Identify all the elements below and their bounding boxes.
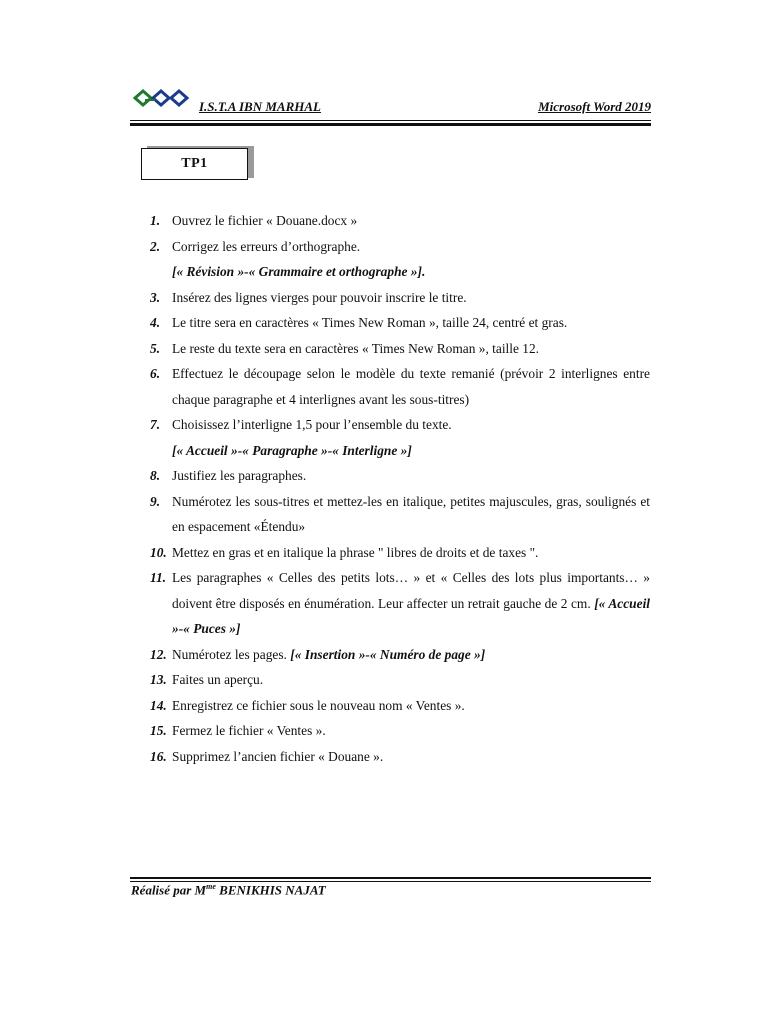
item-number: 7. bbox=[150, 417, 161, 432]
item-text: Supprimez l’ancien fichier « Douane ». bbox=[172, 748, 384, 764]
item-text: Mettez en gras et en italique la phrase " libres de droits et de taxes ". bbox=[172, 544, 539, 560]
item-text bbox=[172, 642, 650, 668]
item-menu-path: [« Accueil »-« Puces »] bbox=[172, 595, 651, 636]
list-item bbox=[150, 693, 650, 719]
list-item bbox=[150, 565, 650, 642]
list-item bbox=[150, 718, 650, 744]
footer-prefix: Réalisé par M bbox=[131, 882, 207, 898]
item-number: 14. bbox=[150, 697, 167, 713]
item-text: Le reste du texte sera en caractères « Times New Roman », taille 12. bbox=[172, 340, 540, 356]
list-item bbox=[150, 667, 650, 693]
footer-sup: me bbox=[206, 882, 216, 891]
item-number: 15. bbox=[150, 723, 167, 738]
item-number: 8. bbox=[150, 468, 161, 483]
page-header bbox=[133, 88, 651, 118]
course-name: Microsoft Word 2019 bbox=[538, 99, 651, 114]
item-text: Choisissez l’interligne 1,5 pour l’ensemble du texte. bbox=[172, 417, 452, 432]
list-item bbox=[150, 489, 650, 540]
item-menu-path: [« Révision »-« Grammaire et orthographe »]. bbox=[172, 264, 426, 279]
footer-rule-thick bbox=[130, 877, 651, 879]
item-text: Insérez des lignes vierges pour pouvoir inscrire le titre. bbox=[172, 289, 467, 305]
item-number: 4. bbox=[150, 315, 161, 330]
list-item bbox=[150, 310, 650, 336]
item-menu-path: [« Accueil »-« Paragraphe »-« Interligne »] bbox=[172, 442, 412, 458]
item-number: 12. bbox=[150, 646, 167, 662]
item-number: 9. bbox=[150, 493, 161, 509]
item-text: Ouvrez le fichier « Douane.docx » bbox=[172, 213, 358, 228]
item-text bbox=[172, 565, 650, 642]
item-number: 13. bbox=[150, 672, 167, 687]
title-box-label: TP1 bbox=[181, 156, 208, 171]
institution-name: I.S.T.A IBN MARHAL bbox=[199, 99, 321, 114]
list-item bbox=[150, 412, 650, 463]
item-menu-path: [« Insertion »-« Numéro de page »] bbox=[290, 646, 486, 662]
list-item bbox=[150, 642, 650, 668]
item-number: 11. bbox=[150, 570, 166, 585]
item-number: 3. bbox=[150, 289, 161, 305]
item-text: Faites un aperçu. bbox=[172, 672, 264, 687]
item-text: Fermez le fichier « Ventes ». bbox=[172, 723, 326, 738]
header-rule bbox=[130, 120, 651, 121]
list-item bbox=[150, 540, 650, 566]
item-number: 5. bbox=[150, 340, 161, 356]
item-number: 1. bbox=[150, 213, 161, 228]
item-text-main: Numérotez les pages. bbox=[172, 646, 287, 662]
ista-logo-icon bbox=[133, 88, 197, 108]
list-item bbox=[150, 336, 650, 362]
list-item bbox=[150, 285, 650, 311]
item-number: 6. bbox=[150, 366, 161, 381]
title-box bbox=[141, 148, 248, 180]
item-text: Justifiez les paragraphes. bbox=[172, 468, 307, 483]
page-footer bbox=[131, 882, 326, 898]
item-text-main: Les paragraphes « Celles des petits lots… » et « Celles des lots plus importants… » doivent être disposés en énumération. Leur affecter un retrait gauche de 2 cm. bbox=[172, 570, 650, 611]
header-rule-thick bbox=[130, 123, 651, 126]
instruction-list bbox=[150, 208, 650, 769]
footer-author: BENIKHIS NAJAT bbox=[215, 882, 326, 898]
item-number: 2. bbox=[150, 238, 161, 254]
list-item bbox=[150, 361, 650, 412]
item-text: Enregistrez ce fichier sous le nouveau nom « Ventes ». bbox=[172, 697, 465, 713]
list-item bbox=[150, 208, 650, 234]
item-text: Effectuez le découpage selon le modèle du texte remanié (prévoir 2 interlignes entre chaque paragraphe et 4 interlignes avant les sous-titres) bbox=[172, 366, 650, 407]
list-item bbox=[150, 463, 650, 489]
item-text: Numérotez les sous-titres et mettez-les en italique, petites majuscules, gras, soulignés et en espacement «Étendu» bbox=[172, 493, 650, 534]
item-number: 10. bbox=[150, 544, 167, 560]
list-item bbox=[150, 744, 650, 770]
item-number: 16. bbox=[150, 748, 167, 764]
item-text: Corrigez les erreurs d’orthographe. bbox=[172, 238, 361, 254]
list-item bbox=[150, 234, 650, 285]
item-text: Le titre sera en caractères « Times New Roman », taille 24, centré et gras. bbox=[172, 315, 568, 330]
